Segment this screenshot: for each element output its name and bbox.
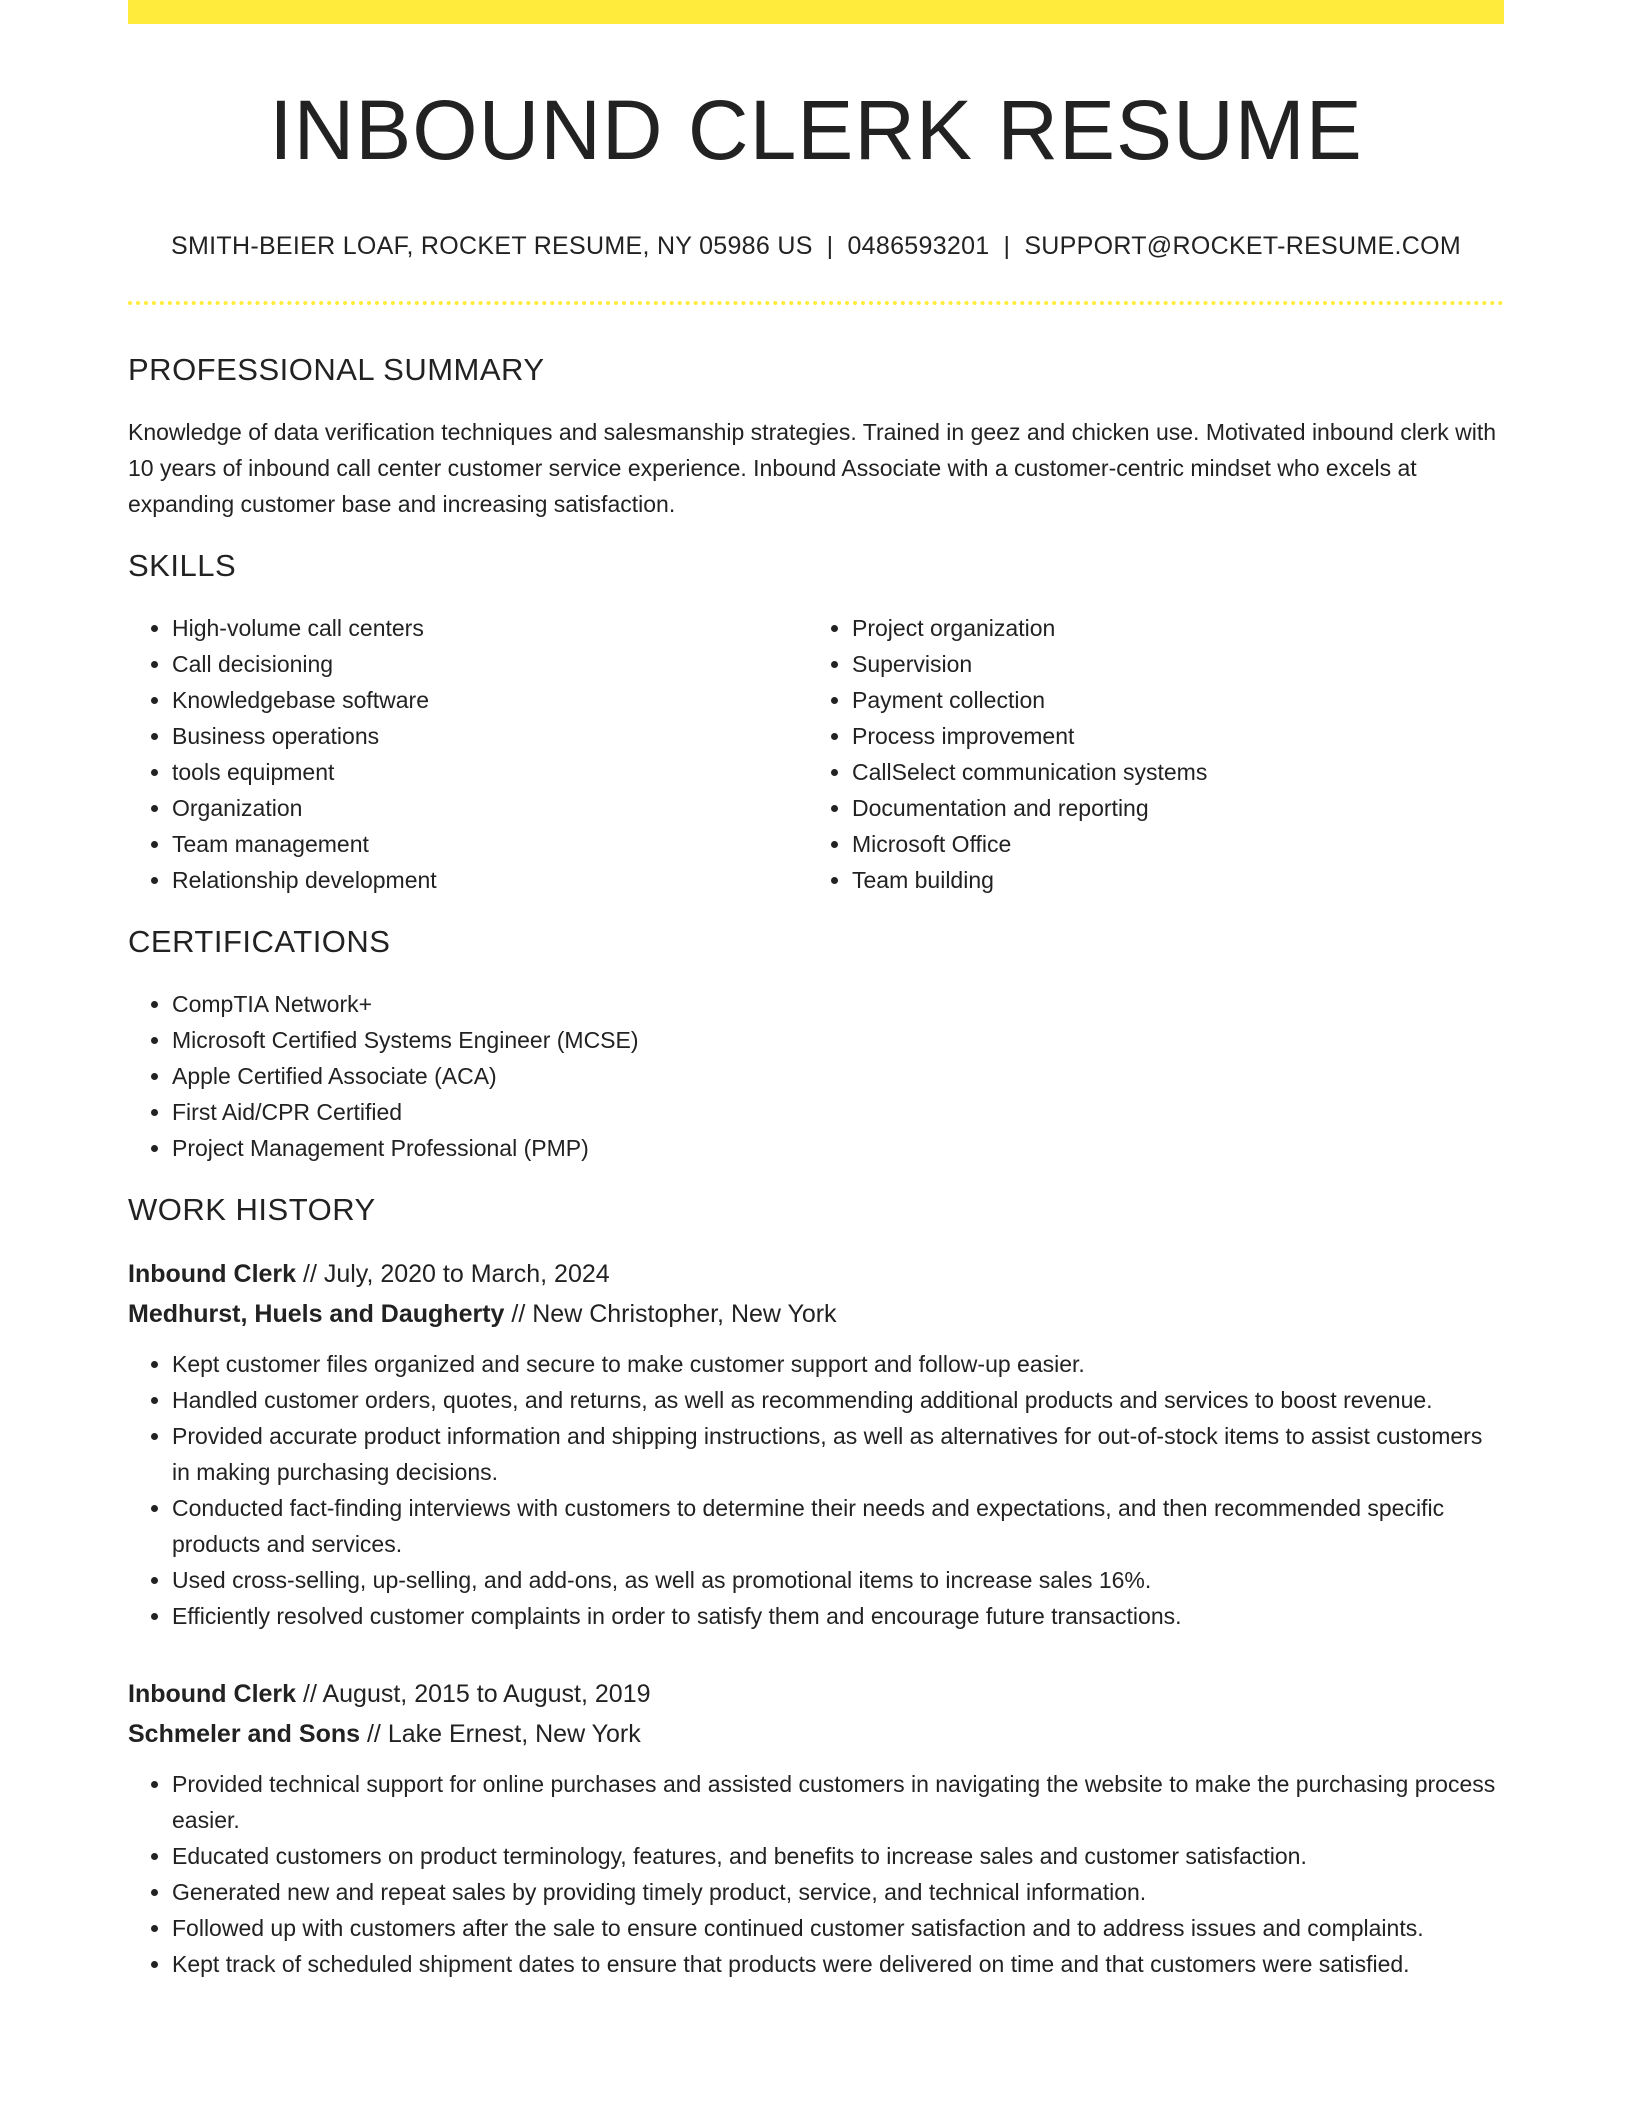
- job-company: Medhurst, Huels and Daugherty: [128, 1300, 505, 1328]
- skills-columns: [128, 610, 1504, 898]
- summary-heading: PROFESSIONAL SUMMARY: [128, 352, 545, 387]
- work-history-section: [128, 1192, 1504, 1982]
- job-title-line: [128, 1674, 1504, 1714]
- skill-item: • High-volume call centers: [172, 610, 808, 646]
- contact-address: SMITH-BEIER LOAF, ROCKET RESUME, NY 05986 US: [171, 232, 813, 261]
- job-bullet: • Followed up with customers after the sale to ensure continued customer satisfaction and to address issues and complaints.: [172, 1910, 1504, 1946]
- skill-item: • Organization: [172, 790, 808, 826]
- job-location: // New Christopher, New York: [511, 1300, 837, 1328]
- job-company-line: [128, 1714, 1504, 1754]
- job-entry: [128, 1674, 1504, 1982]
- contact-line: [128, 232, 1504, 261]
- skills-column-right: [808, 610, 1488, 898]
- skill-item: • CallSelect communication systems: [852, 754, 1488, 790]
- skill-item: • Team management: [172, 826, 808, 862]
- job-bullet: • Generated new and repeat sales by providing timely product, service, and technical information.: [172, 1874, 1504, 1910]
- summary-section: [128, 352, 1504, 522]
- skill-item: • Business operations: [172, 718, 808, 754]
- contact-email[interactable]: SUPPORT@ROCKET-RESUME.COM: [1024, 232, 1461, 261]
- job-company-line: [128, 1294, 1504, 1334]
- job-title: Inbound Clerk: [128, 1680, 297, 1708]
- job-bullet: • Provided accurate product information and shipping instructions, as well as alternatives for out-of-stock items to assist customers in making purchasing decisions.: [172, 1418, 1504, 1490]
- job-company: Schmeler and Sons: [128, 1720, 361, 1748]
- skill-item: • Process improvement: [852, 718, 1488, 754]
- job-dates: // July, 2020 to March, 2024: [303, 1260, 610, 1288]
- job-bullet: • Used cross-selling, up-selling, and add-ons, as well as promotional items to increase sales 16%.: [172, 1562, 1504, 1598]
- certifications-list: [128, 986, 1504, 1166]
- certifications-section: [128, 924, 1504, 1166]
- skills-list-left: [128, 610, 808, 898]
- summary-text: Knowledge of data verification techniques and salesmanship strategies. Trained in geez and chicken use. Motivated inbound clerk with 10 years of inbound call center customer service experience. Inbound Associate with a customer-centric mindset who excels at expanding customer base and increasing satisfaction.: [128, 419, 1497, 517]
- resume-title: INBOUND CLERK RESUME: [269, 83, 1363, 177]
- job-bullet: • Kept customer files organized and secure to make customer support and follow-up easier.: [172, 1346, 1504, 1382]
- skill-item: • Supervision: [852, 646, 1488, 682]
- skill-item: • Project organization: [852, 610, 1488, 646]
- job-bullets: [128, 1346, 1504, 1634]
- job-bullet: • Kept track of scheduled shipment dates to ensure that products were delivered on time and that customers were satisfied.: [172, 1946, 1504, 1982]
- skills-section: [128, 548, 1504, 898]
- skill-item: • Payment collection: [852, 682, 1488, 718]
- skill-item: • Call decisioning: [172, 646, 808, 682]
- skill-item: • Documentation and reporting: [852, 790, 1488, 826]
- job-title: Inbound Clerk: [128, 1260, 297, 1288]
- contact-separator: |: [1003, 232, 1011, 261]
- accent-top-bar: [128, 0, 1504, 24]
- resume-page: [128, 0, 1504, 1977]
- skills-heading: SKILLS: [128, 548, 237, 583]
- skill-item: • Microsoft Office: [852, 826, 1488, 862]
- certification-item: • First Aid/CPR Certified: [172, 1094, 1504, 1130]
- contact-phone[interactable]: 0486593201: [847, 232, 990, 261]
- job-bullets: [128, 1766, 1504, 1982]
- job-title-line: [128, 1254, 1504, 1294]
- header-divider: [128, 301, 1504, 305]
- certification-item: • Apple Certified Associate (ACA): [172, 1058, 1504, 1094]
- skills-list-right: [808, 610, 1488, 898]
- skill-item: • Relationship development: [172, 862, 808, 898]
- job-bullet: • Educated customers on product terminology, features, and benefits to increase sales and customer satisfaction.: [172, 1838, 1504, 1874]
- skill-item: • tools equipment: [172, 754, 808, 790]
- job-bullet: • Conducted fact-finding interviews with customers to determine their needs and expectations, and then recommended specific products and services.: [172, 1490, 1504, 1562]
- skill-item: • Team building: [852, 862, 1488, 898]
- certification-item: • Project Management Professional (PMP): [172, 1130, 1504, 1166]
- work-history-heading: WORK HISTORY: [128, 1192, 376, 1227]
- certifications-heading: CERTIFICATIONS: [128, 924, 391, 959]
- job-bullet: • Efficiently resolved customer complaints in order to satisfy them and encourage future transactions.: [172, 1598, 1504, 1634]
- job-location: // Lake Ernest, New York: [366, 1720, 641, 1748]
- skills-column-left: [128, 610, 808, 898]
- job-entry: [128, 1254, 1504, 1634]
- job-bullet: • Handled customer orders, quotes, and returns, as well as recommending additional products and services to boost revenue.: [172, 1382, 1504, 1418]
- contact-separator: |: [826, 232, 834, 261]
- skill-item: • Knowledgebase software: [172, 682, 808, 718]
- certification-item: • CompTIA Network+: [172, 986, 1504, 1022]
- job-bullet: • Provided technical support for online purchases and assisted customers in navigating the website to make the purchasing process easier.: [172, 1766, 1504, 1838]
- job-dates: // August, 2015 to August, 2019: [303, 1680, 651, 1708]
- certification-item: • Microsoft Certified Systems Engineer (MCSE): [172, 1022, 1504, 1058]
